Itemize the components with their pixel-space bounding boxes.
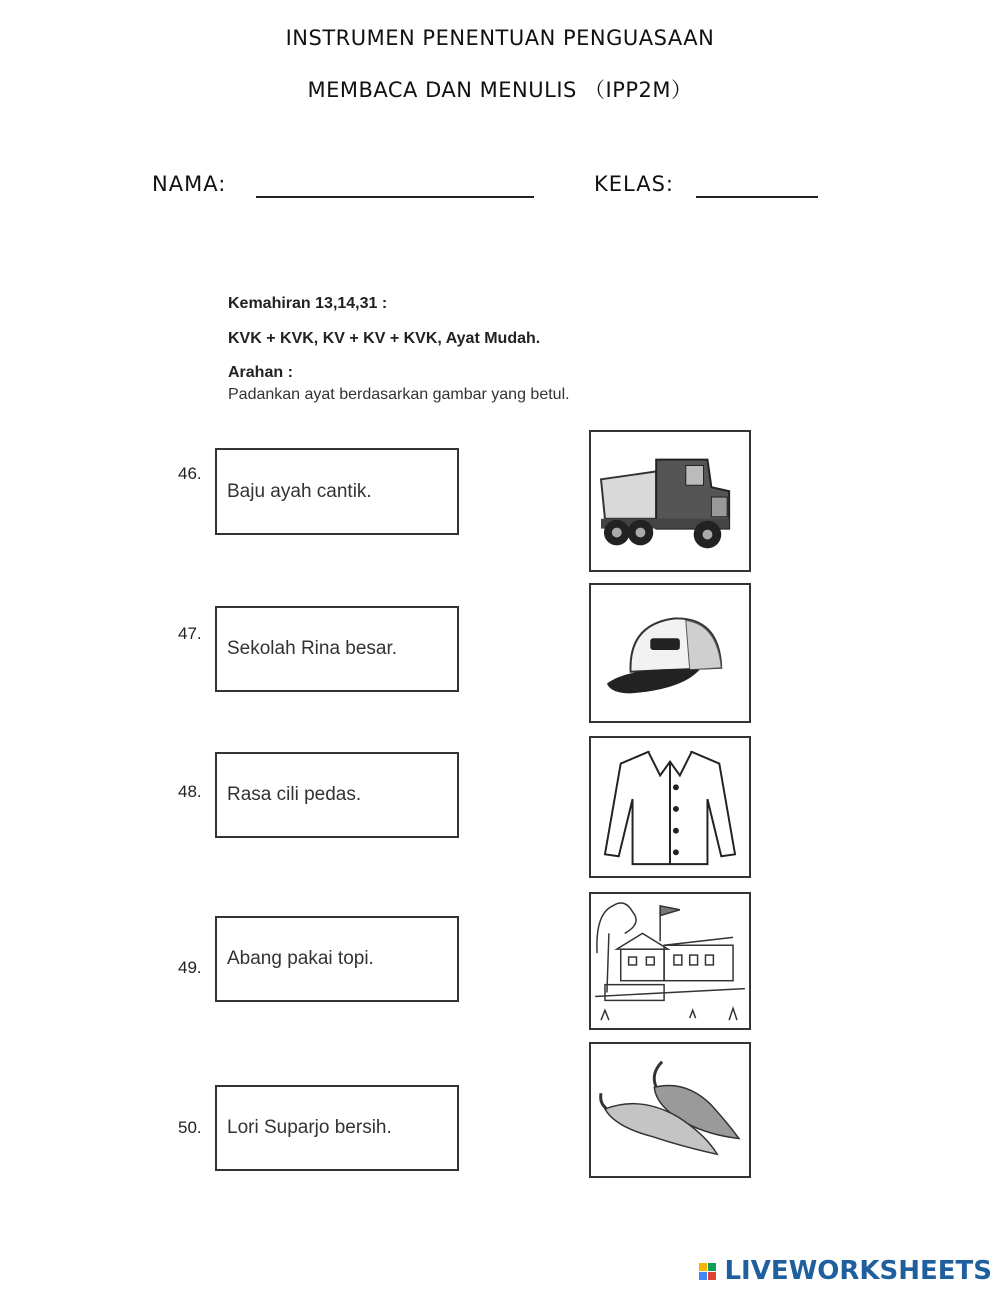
instruction-text: Padankan ayat berdasarkan gambar yang betul. (228, 386, 570, 403)
question-number: 47. (178, 624, 202, 643)
question-number: 50. (178, 1118, 202, 1137)
picture-box-school[interactable] (589, 892, 751, 1030)
cap-icon (591, 585, 749, 721)
sentence-box-49[interactable]: Abang pakai topi. (215, 916, 459, 1002)
skill-heading: Kemahiran 13,14,31 : (228, 295, 388, 312)
picture-box-truck[interactable] (589, 430, 751, 572)
picture-box-cap[interactable] (589, 583, 751, 723)
name-input-line[interactable] (256, 196, 534, 198)
name-label: NAMA: (152, 172, 227, 196)
shirt-icon (591, 738, 749, 876)
liveworksheets-logo-text: LIVEWORKSHEETS (724, 1256, 992, 1286)
question-number: 49. (178, 958, 202, 977)
class-input-line[interactable] (696, 196, 818, 198)
liveworksheets-logo-icon (699, 1263, 716, 1280)
sentence-box-47[interactable]: Sekolah Rina besar. (215, 606, 459, 692)
class-label: KELAS: (594, 172, 674, 196)
picture-box-chili[interactable] (589, 1042, 751, 1178)
picture-box-shirt[interactable] (589, 736, 751, 878)
sentence-box-48[interactable]: Rasa cili pedas. (215, 752, 459, 838)
skill-subheading: KVK + KVK, KV + KV + KVK, Ayat Mudah. (228, 330, 541, 347)
sentence-box-50[interactable]: Lori Suparjo bersih. (215, 1085, 459, 1171)
instruction-label: Arahan : (228, 364, 293, 381)
chili-icon (591, 1044, 749, 1176)
school-icon (591, 894, 749, 1028)
liveworksheets-logo (699, 1256, 992, 1286)
document-title-line-1: INSTRUMEN PENENTUAN PENGUASAAN (285, 26, 715, 50)
sentence-box-46[interactable]: Baju ayah cantik. (215, 448, 459, 535)
document-title-line-2: MEMBACA DAN MENULIS （IPP2M） (307, 78, 693, 102)
truck-icon (591, 432, 749, 570)
question-number: 48. (178, 782, 202, 801)
question-number: 46. (178, 464, 202, 483)
